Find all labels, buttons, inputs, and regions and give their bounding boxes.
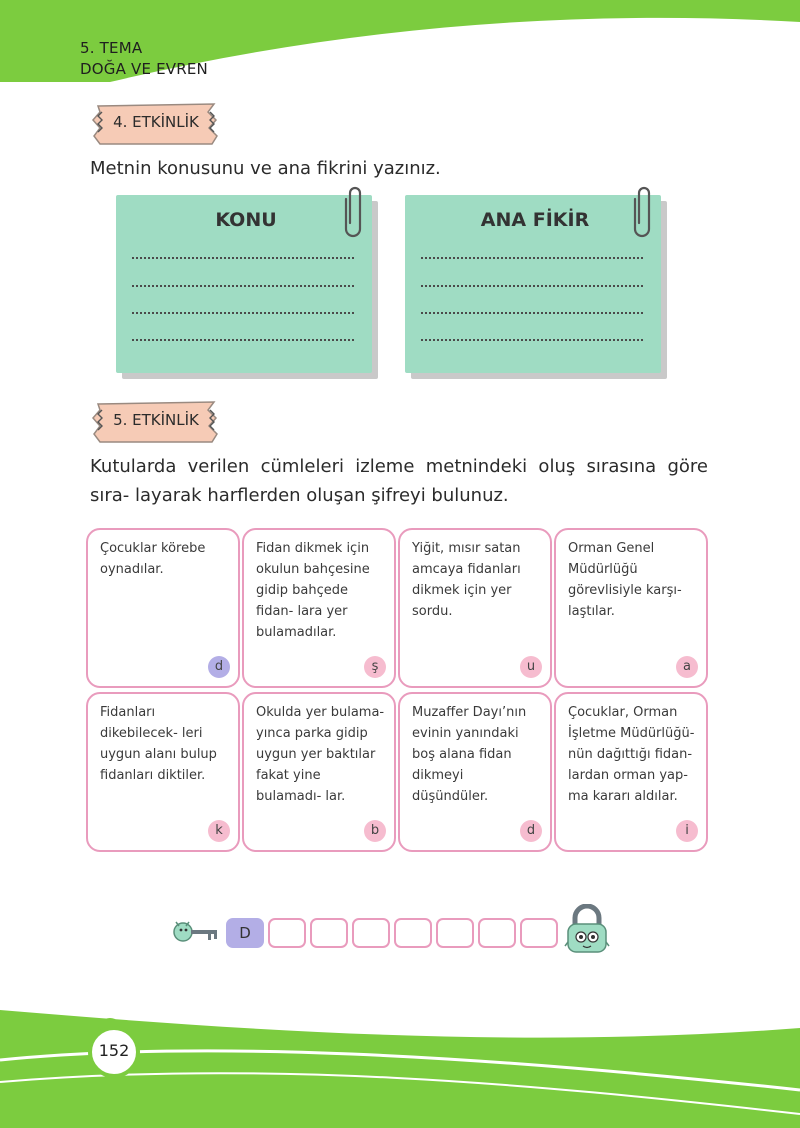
writing-line[interactable] (132, 257, 354, 259)
card-letter-badge: i (676, 820, 698, 842)
key-icon (172, 918, 222, 946)
card-text: Fidanları dikebilecek- leri uygun alanı bulup fidanları diktiler. (100, 705, 217, 783)
card-text: Orman Genel Müdürlüğü görevlisiyle karşı- laştılar. (568, 541, 682, 619)
writing-line[interactable] (132, 285, 354, 287)
card-letter-badge: b (364, 820, 386, 842)
card-letter-badge: a (676, 656, 698, 678)
answer-box[interactable]: D (226, 918, 264, 948)
sentence-card[interactable] (86, 528, 240, 688)
paperclip-icon (633, 183, 655, 239)
card-letter-badge: ş (364, 656, 386, 678)
card-text: Fidan dikmek için okulun bahçesine gidip bahçede fidan- lara yer bulamadılar. (256, 541, 370, 640)
sentence-card[interactable] (554, 692, 708, 852)
sentence-card[interactable] (242, 528, 396, 688)
sentence-card[interactable] (242, 692, 396, 852)
card-text: Okulda yer bulama- yınca parka gidip uygun yer baktılar fakat yine bulamadı- lar. (256, 705, 385, 804)
sentence-card[interactable] (554, 528, 708, 688)
theme-name: DOĞA VE EVREN (80, 60, 208, 78)
note-ana-fikir (405, 195, 665, 375)
card-letter-badge: d (520, 820, 542, 842)
note-konu-title: KONU (215, 209, 277, 231)
answer-box[interactable] (394, 918, 432, 948)
activity5-label-text: 5. ETKİNLİK (113, 411, 199, 429)
sentence-card[interactable] (86, 692, 240, 852)
writing-line[interactable] (421, 257, 643, 259)
answer-box[interactable] (310, 918, 348, 948)
paperclip-icon (344, 183, 366, 239)
answer-box[interactable] (520, 918, 558, 948)
sentence-card[interactable] (398, 692, 552, 852)
card-letter-badge: k (208, 820, 230, 842)
note-ana-fikir-title: ANA FİKİR (480, 209, 590, 231)
theme-title (80, 38, 208, 80)
card-letter-badge: u (520, 656, 542, 678)
activity4-instruction: Metnin konusunu ve ana fikrini yazınız. (90, 158, 441, 179)
card-text: Çocuklar, Orman İşletme Müdürlüğü- nün dağıttığı fidan- lardan orman yap- ma kararı aldılar. (568, 705, 695, 804)
sentence-card[interactable] (398, 528, 552, 688)
activity5-label (88, 398, 224, 446)
card-text: Çocuklar körebe oynadılar. (100, 541, 206, 577)
page-number: 152 (98, 1041, 130, 1060)
answer-box[interactable] (352, 918, 390, 948)
writing-line[interactable] (132, 339, 354, 341)
answer-box[interactable] (478, 918, 516, 948)
writing-line[interactable] (421, 312, 643, 314)
answer-box[interactable] (268, 918, 306, 948)
writing-line[interactable] (421, 285, 643, 287)
card-text: Yiğit, mısır satan amcaya fidanları dikmek için yer sordu. (412, 541, 521, 619)
padlock-icon (564, 904, 610, 954)
activity5-instruction: Kutularda verilen cümleleri izleme metnindeki oluş sırasına göre sıra- layarak harflerden oluşan şifreyi bulunuz. (90, 456, 708, 506)
activity4-label (88, 100, 224, 148)
activity4-label-text: 4. ETKİNLİK (113, 113, 199, 131)
writing-line[interactable] (132, 312, 354, 314)
card-letter-badge: d (208, 656, 230, 678)
card-text: Muzaffer Dayı’nın evinin yanındaki boş alana fidan dikmeyi düşündüler. (412, 705, 527, 804)
answer-box[interactable] (436, 918, 474, 948)
theme-number: 5. TEMA (80, 39, 143, 57)
note-konu (116, 195, 376, 375)
writing-line[interactable] (421, 339, 643, 341)
